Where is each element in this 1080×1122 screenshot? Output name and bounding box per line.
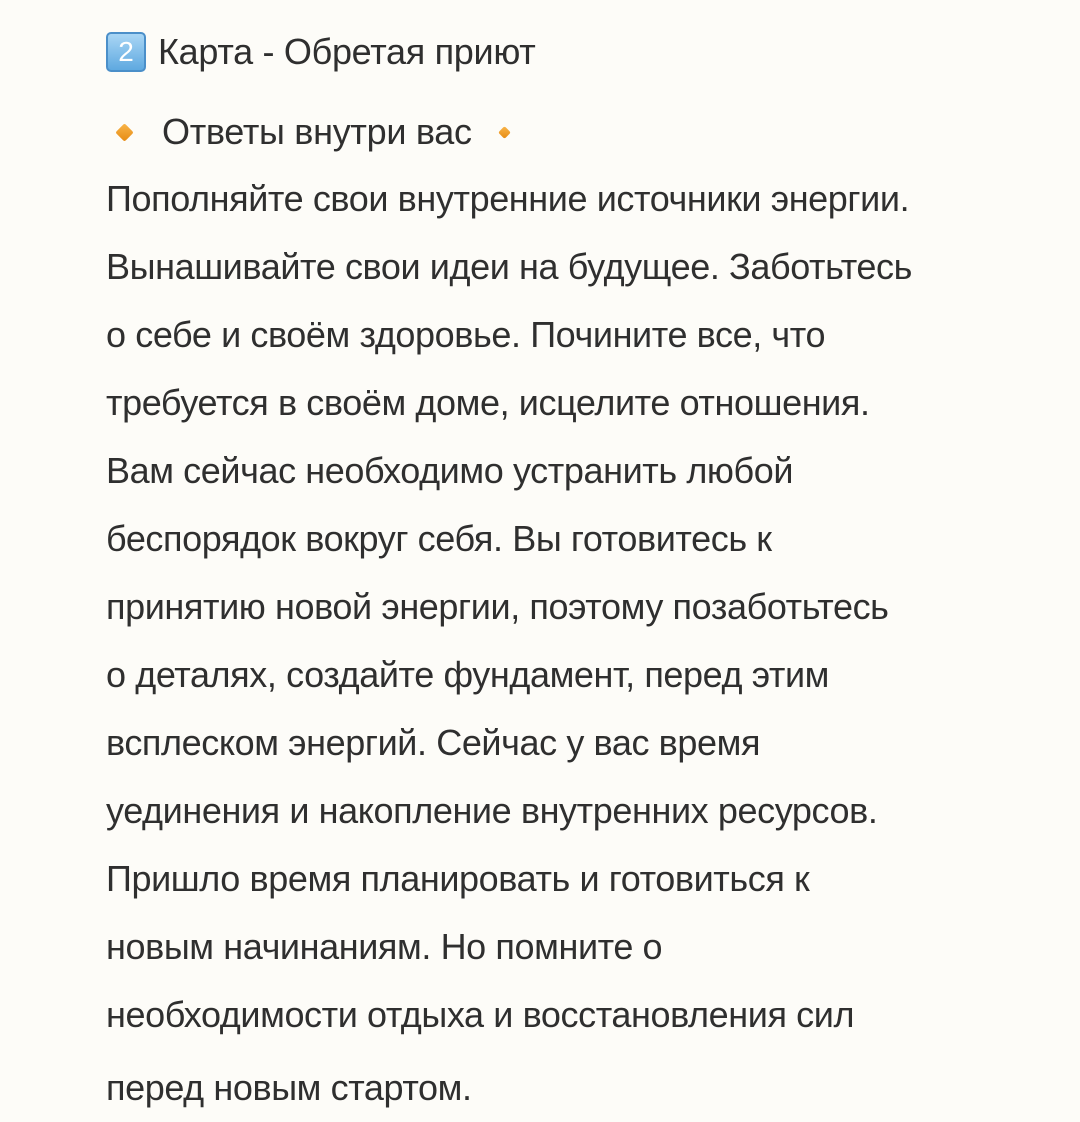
- description-line: Пополняйте свои внутренние источники энергии.: [106, 178, 910, 219]
- description-line: о себе и своём здоровье. Почините все, что: [106, 314, 826, 355]
- description-line: Вынашивайте свои идеи на будущее. Заботьтесь: [106, 246, 912, 287]
- card-subtitle-row: [118, 108, 509, 156]
- description-line: перед новым стартом.: [106, 1067, 472, 1108]
- card-subtitle: Ответы внутри вас: [162, 111, 472, 152]
- description-line: требуется в своём доме, исцелите отношения.: [106, 382, 870, 423]
- description-line: о деталях, создайте фундамент, перед этим: [106, 654, 830, 695]
- description-line: всплеском энергий. Сейчас у вас время: [106, 722, 761, 763]
- description-line: принятию новой энергии, поэтому позаботьтесь: [106, 586, 889, 627]
- description-line: Вам сейчас необходимо устранить любой: [106, 450, 794, 491]
- description-line: необходимости отдыха и восстановления сил: [106, 994, 855, 1035]
- keycap-2-icon: [106, 32, 146, 72]
- card-title-row: [106, 28, 535, 76]
- description-line: новым начинаниям. Но помните о: [106, 926, 663, 967]
- description-line: беспорядок вокруг себя. Вы готовитесь к: [106, 518, 772, 559]
- card-description: [106, 165, 1066, 1122]
- description-line: Пришло время планировать и готовиться к: [106, 858, 810, 899]
- small-orange-diamond-icon: [498, 126, 511, 139]
- small-orange-diamond-icon: [115, 123, 133, 141]
- keycap-number: 2: [118, 36, 134, 67]
- card-title: Карта - Обретая приют: [158, 31, 536, 72]
- description-line: уединения и накопление внутренних ресурсов.: [106, 790, 878, 831]
